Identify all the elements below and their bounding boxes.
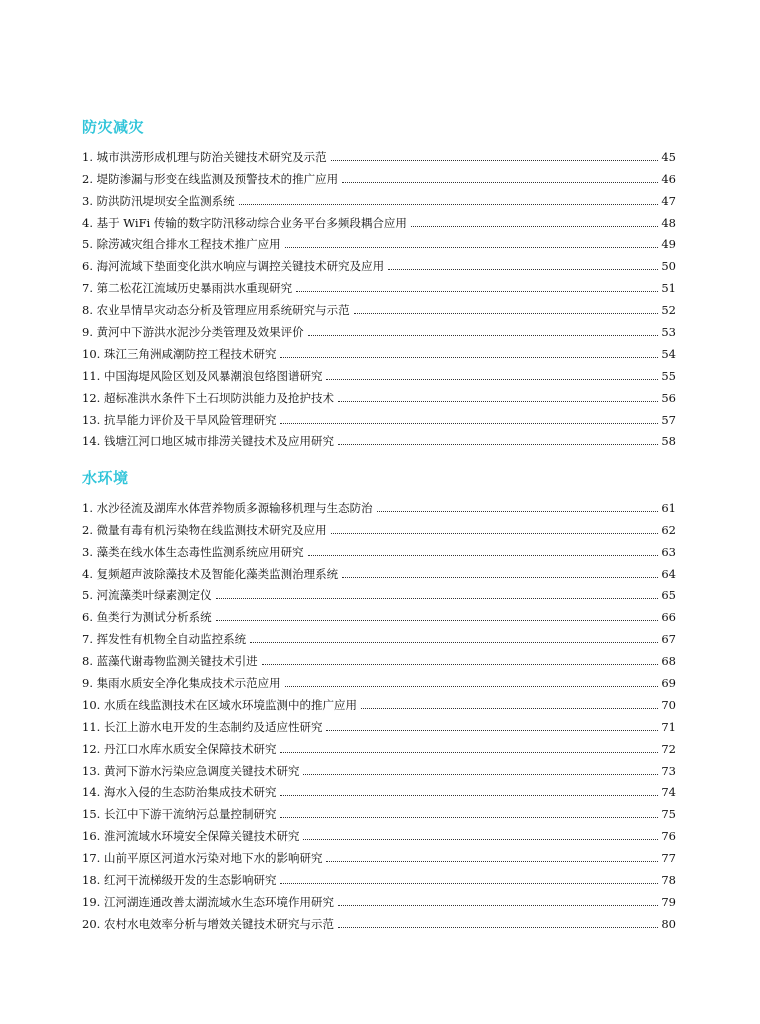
toc-entry-title: 16. 淮河流域水环境安全保障关键技术研究	[82, 829, 300, 844]
toc-entry-page-number: 45	[661, 149, 676, 164]
toc-entry[interactable]	[82, 427, 676, 449]
toc-entry-title: 18. 红河干流梯级开发的生态影响研究	[82, 873, 277, 888]
toc-entry-page-number: 68	[661, 654, 676, 669]
toc-entry[interactable]	[82, 208, 676, 230]
toc-entry-page-number: 74	[661, 785, 676, 800]
toc-entry-page-number: 58	[661, 434, 676, 449]
toc-leader-dots	[338, 444, 658, 445]
toc-leader-dots	[303, 774, 658, 775]
toc-entry-title: 10. 珠江三角洲咸潮防控工程技术研究	[82, 346, 277, 361]
toc-entry-title: 15. 长江中下游干流纳污总量控制研究	[82, 807, 277, 822]
toc-entry-page-number: 48	[661, 215, 676, 230]
toc-entry-page-number: 51	[661, 281, 676, 296]
toc-leader-dots	[285, 247, 659, 248]
toc-leader-dots	[308, 335, 659, 336]
toc-leader-dots	[338, 927, 658, 928]
toc-entry-page-number: 67	[661, 632, 676, 647]
toc-entry-page-number: 70	[661, 697, 676, 712]
toc-leader-dots	[280, 423, 658, 424]
toc-entry[interactable]	[82, 821, 676, 843]
toc-entry-page-number: 71	[661, 719, 676, 734]
toc-entry[interactable]	[82, 317, 676, 339]
toc-entry-title: 14. 钱塘江河口地区城市排涝关键技术及应用研究	[82, 434, 334, 449]
toc-entry[interactable]	[82, 734, 676, 756]
toc-entry-page-number: 66	[661, 610, 676, 625]
toc-leader-dots	[326, 379, 658, 380]
toc-entry[interactable]	[82, 383, 676, 405]
toc-entry[interactable]	[82, 361, 676, 383]
toc-leader-dots	[303, 839, 658, 840]
toc-entry-page-number: 56	[661, 390, 676, 405]
toc-entry[interactable]	[82, 690, 676, 712]
toc-entry-title: 13. 抗旱能力评价及干旱风险管理研究	[82, 412, 277, 427]
toc-entry-page-number: 65	[661, 588, 676, 603]
toc-entry[interactable]	[82, 756, 676, 778]
toc-entry[interactable]	[82, 887, 676, 909]
toc-entry-title: 12. 丹江口水库水质安全保障技术研究	[82, 741, 277, 756]
toc-leader-dots	[239, 204, 659, 205]
toc-entry-list	[82, 142, 676, 448]
toc-entry-title: 8. 农业旱情旱灾动态分析及管理应用系统研究与示范	[82, 303, 350, 318]
toc-leader-dots	[250, 642, 658, 643]
toc-entry-page-number: 47	[661, 193, 676, 208]
toc-entry-page-number: 64	[661, 566, 676, 581]
toc-leader-dots	[377, 511, 659, 512]
toc-entry-title: 4. 基于 WiFi 传输的数字防汛移动综合业务平台多频段耦合应用	[82, 215, 407, 230]
toc-entry-title: 2. 堤防渗漏与形变在线监测及预警技术的推广应用	[82, 171, 339, 186]
toc-entry[interactable]	[82, 602, 676, 624]
toc-leader-dots	[354, 313, 659, 314]
toc-entry-page-number: 78	[661, 873, 676, 888]
toc-leader-dots	[216, 620, 659, 621]
toc-leader-dots	[216, 598, 659, 599]
toc-entry-page-number: 76	[661, 829, 676, 844]
toc-leader-dots	[280, 357, 658, 358]
toc-entry-title: 20. 农村水电效率分析与增效关键技术研究与示范	[82, 916, 334, 931]
toc-entry-page-number: 75	[661, 807, 676, 822]
toc-entry-page-number: 54	[661, 346, 676, 361]
toc-leader-dots	[342, 182, 658, 183]
toc-entry-title: 12. 超标准洪水条件下土石坝防洪能力及抢护技术	[82, 390, 334, 405]
toc-entry[interactable]	[82, 865, 676, 887]
toc-entry[interactable]	[82, 164, 676, 186]
toc-entry-page-number: 52	[661, 303, 676, 318]
toc-entry-page-number: 46	[661, 171, 676, 186]
toc-leader-dots	[308, 555, 659, 556]
toc-leader-dots	[326, 730, 658, 731]
toc-entry[interactable]	[82, 646, 676, 668]
toc-entry-page-number: 53	[661, 325, 676, 340]
toc-leader-dots	[280, 817, 658, 818]
toc-leader-dots	[262, 664, 659, 665]
toc-entry[interactable]	[82, 515, 676, 537]
toc-entry-title: 4. 复频超声波除藻技术及智能化藻类监测治理系统	[82, 566, 339, 581]
toc-entry[interactable]	[82, 273, 676, 295]
section-title: 水环境	[82, 469, 129, 487]
toc-entry-page-number: 77	[661, 851, 676, 866]
toc-entry-title: 9. 集雨水质安全净化集成技术示范应用	[82, 676, 281, 691]
toc-entry-title: 10. 水质在线监测技术在区域水环境监测中的推广应用	[82, 697, 357, 712]
toc-entry-title: 9. 黄河中下游洪水泥沙分类管理及效果评价	[82, 325, 304, 340]
toc-leader-dots	[285, 686, 659, 687]
toc-leader-dots	[296, 291, 658, 292]
toc-leader-dots	[338, 401, 658, 402]
toc-entry-page-number: 62	[661, 522, 676, 537]
toc-leader-dots	[342, 577, 658, 578]
toc-entry-title: 5. 除涝减灾组合排水工程技术推广应用	[82, 237, 281, 252]
toc-entry-title: 3. 防洪防汛堤坝安全监测系统	[82, 193, 235, 208]
toc-entry[interactable]	[82, 909, 676, 931]
toc-entry-title: 8. 蓝藻代谢毒物监测关键技术引进	[82, 654, 258, 669]
toc-entry[interactable]	[82, 843, 676, 865]
toc-entry[interactable]	[82, 624, 676, 646]
toc-entry[interactable]	[82, 339, 676, 361]
toc-entry-title: 19. 江河湖连通改善太湖流域水生态环境作用研究	[82, 894, 334, 909]
toc-entry[interactable]	[82, 537, 676, 559]
toc-entry-page-number: 80	[661, 916, 676, 931]
toc-entry[interactable]	[82, 559, 676, 581]
toc-entry[interactable]	[82, 295, 676, 317]
toc-entry[interactable]	[82, 251, 676, 273]
toc-entry[interactable]	[82, 186, 676, 208]
toc-entry[interactable]	[82, 799, 676, 821]
toc-leader-dots	[326, 861, 658, 862]
toc-entry-page-number: 55	[661, 368, 676, 383]
toc-leader-dots	[331, 160, 659, 161]
toc-entry-title: 3. 藻类在线水体生态毒性监测系统应用研究	[82, 544, 304, 559]
toc-entry-title: 13. 黄河下游水污染应急调度关键技术研究	[82, 763, 300, 778]
toc-entry-page-number: 49	[661, 237, 676, 252]
toc-entry-title: 11. 长江上游水电开发的生态制约及适应性研究	[82, 719, 323, 734]
toc-entry-page-number: 57	[661, 412, 676, 427]
toc-entry-page-number: 73	[661, 763, 676, 778]
toc-leader-dots	[388, 269, 658, 270]
toc-entry-title: 17. 山前平原区河道水污染对地下水的影响研究	[82, 851, 323, 866]
toc-entry-title: 14. 海水入侵的生态防治集成技术研究	[82, 785, 277, 800]
toc-entry[interactable]	[82, 581, 676, 603]
toc-entry-title: 6. 鱼类行为测试分析系统	[82, 610, 212, 625]
section-title: 防灾减灾	[82, 118, 145, 136]
toc-entry[interactable]	[82, 712, 676, 734]
toc-leader-dots	[280, 795, 658, 796]
toc-entry[interactable]	[82, 668, 676, 690]
toc-entry-title: 1. 水沙径流及湖库水体营养物质多源输移机理与生态防治	[82, 500, 373, 515]
toc-entry-title: 5. 河流藻类叶绿素测定仪	[82, 588, 212, 603]
toc-leader-dots	[331, 533, 659, 534]
toc-entry[interactable]	[82, 778, 676, 800]
toc-entry-title: 11. 中国海堤风险区划及风暴潮浪包络图谱研究	[82, 368, 323, 383]
toc-leader-dots	[361, 708, 658, 709]
toc-entry[interactable]	[82, 142, 676, 164]
toc-entry-page-number: 72	[661, 741, 676, 756]
toc-leader-dots	[280, 883, 658, 884]
toc-leader-dots	[280, 752, 658, 753]
toc-entry-page-number: 69	[661, 676, 676, 691]
toc-entry-title: 2. 微量有毒有机污染物在线监测技术研究及应用	[82, 522, 327, 537]
toc-entry-page-number: 50	[661, 259, 676, 274]
toc-entry[interactable]	[82, 230, 676, 252]
toc-entry-title: 7. 挥发性有机物全自动监控系统	[82, 632, 247, 647]
toc-leader-dots	[411, 226, 658, 227]
toc-entry-title: 6. 海河流域下垫面变化洪水响应与调控关键技术研究及应用	[82, 259, 385, 274]
toc-entry-title: 7. 第二松花江流域历史暴雨洪水重现研究	[82, 281, 293, 296]
toc-entry-title: 1. 城市洪涝形成机理与防治关键技术研究及示范	[82, 149, 327, 164]
toc-entry-page-number: 63	[661, 544, 676, 559]
toc-entry-list	[82, 493, 676, 931]
toc-entry-page-number: 61	[661, 500, 676, 515]
toc-entry-page-number: 79	[661, 894, 676, 909]
toc-entry[interactable]	[82, 493, 676, 515]
toc-entry[interactable]	[82, 405, 676, 427]
toc-leader-dots	[338, 905, 658, 906]
